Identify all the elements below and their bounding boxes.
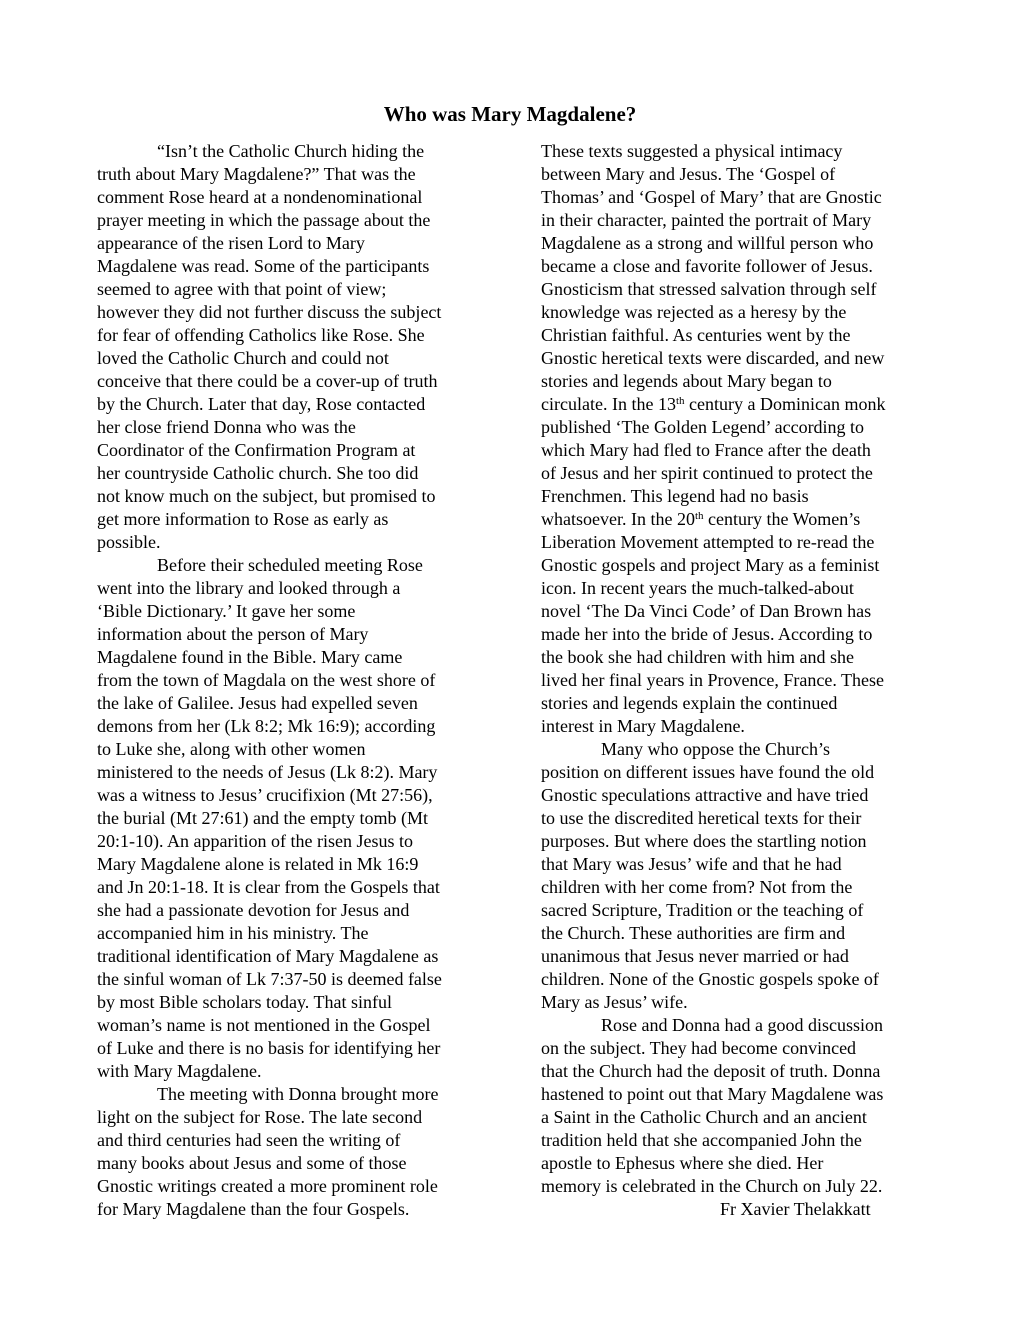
text-line: information about the person of Mary — [97, 624, 369, 644]
text-line: interest in Mary Magdalene. — [541, 716, 745, 736]
text-line: published ‘The Golden Legend’ according to — [541, 417, 865, 437]
text-line: comment Rose heard at a nondenominational — [97, 187, 423, 207]
text-line: with Mary Magdalene. — [97, 1061, 262, 1081]
text-line: Mary Magdalene alone is related in Mk 16:9 — [97, 854, 419, 874]
left-column — [97, 140, 497, 1221]
text-line: that the Church had the deposit of truth. Donna — [541, 1061, 881, 1081]
text-line: Christian faithful. As centuries went by the — [541, 325, 851, 345]
text-line: knowledge was rejected as a heresy by the — [541, 302, 847, 322]
text-line: Many who oppose the Church’s — [601, 739, 830, 759]
text-line: on the subject. They had become convinced — [541, 1038, 857, 1058]
text-line: ‘Bible Dictionary.’ It gave her some — [97, 601, 356, 621]
text-line: the book she had children with him and she — [541, 647, 854, 667]
text-line: loved the Catholic Church and could not — [97, 348, 389, 368]
text-line: the lake of Galilee. Jesus had expelled seven — [97, 693, 418, 713]
text-line: children. None of the Gnostic gospels spoke of — [541, 969, 879, 989]
text-line: demons from her (Lk 8:2; Mk 16:9); according — [97, 716, 436, 736]
text-line: to use the discredited heretical texts for their — [541, 808, 862, 828]
ordinal-superscript: th — [694, 510, 704, 522]
text-line: went into the library and looked through a — [97, 578, 401, 598]
text-line: lived her final years in Provence, France. These — [541, 670, 885, 690]
text-line: tradition held that she accompanied John the — [541, 1130, 862, 1150]
text-line: of Jesus and her spirit continued to protect the — [541, 463, 873, 483]
text-line: by most Bible scholars today. That sinful — [97, 992, 392, 1012]
text-line: Rose and Donna had a good discussion — [601, 1015, 883, 1035]
text-line: Gnostic heretical texts were discarded, and new — [541, 348, 885, 368]
text-line: stories and legends about Mary began to — [541, 371, 832, 391]
text-line: of Luke and there is no basis for identifying her — [97, 1038, 441, 1058]
text-line: she had a passionate devotion for Jesus and — [97, 900, 410, 920]
text-line: Before their scheduled meeting Rose — [157, 555, 423, 575]
page-title: Who was Mary Magdalene? — [383, 102, 637, 127]
text-line: Gnostic writings created a more prominent role — [97, 1176, 438, 1196]
text-line: which Mary had fled to France after the death — [541, 440, 871, 460]
text-line: seemed to agree with that point of view; — [97, 279, 387, 299]
left-paragraph — [97, 1083, 497, 1221]
text-line: and third centuries had seen the writing of — [97, 1130, 401, 1150]
text-line: light on the subject for Rose. The late second — [97, 1107, 423, 1127]
text-line: for fear of offending Catholics like Rose. She — [97, 325, 425, 345]
text-line: Gnosticism that stressed salvation through self — [541, 279, 877, 299]
text-line: for Mary Magdalene than the four Gospels. — [97, 1199, 410, 1219]
text-line: truth about Mary Magdalene?” That was the — [97, 164, 416, 184]
text-line: a Saint in the Catholic Church and an ancient — [541, 1107, 867, 1127]
text-line: purposes. But where does the startling notion — [541, 831, 867, 851]
text-line: The meeting with Donna brought more — [157, 1084, 439, 1104]
text-line: Liberation Movement attempted to re-read the — [541, 532, 875, 552]
text-line: Magdalene was read. Some of the participants — [97, 256, 430, 276]
text-line: from the town of Magdala on the west shore of — [97, 670, 436, 690]
text-line: the sinful woman of Lk 7:37-50 is deemed false — [97, 969, 442, 989]
text-line: prayer meeting in which the passage about the — [97, 210, 431, 230]
text-line: novel ‘The Da Vinci Code’ of Dan Brown has — [541, 601, 872, 621]
text-line: These texts suggested a physical intimacy — [541, 141, 843, 161]
text-line: hastened to point out that Mary Magdalene was — [541, 1084, 884, 1104]
text-line: to Luke she, along with other women — [97, 739, 366, 759]
text-line: sacred Scripture, Tradition or the teaching of — [541, 900, 864, 920]
text-line: and Jn 20:1-18. It is clear from the Gospels that — [97, 877, 440, 897]
text-line: her countryside Catholic church. She too did — [97, 463, 419, 483]
text-line: Magdalene found in the Bible. Mary came — [97, 647, 403, 667]
text-line: by the Church. Later that day, Rose contacted — [97, 394, 426, 414]
text-line: traditional identification of Mary Magdalene as — [97, 946, 439, 966]
text-line: position on different issues have found the old — [541, 762, 875, 782]
text-line: Frenchmen. This legend had no basis — [541, 486, 809, 506]
text-line: appearance of the risen Lord to Mary — [97, 233, 365, 253]
text-line: circulate. In the 13th century a Dominican monk — [541, 394, 886, 414]
text-line: made her into the bride of Jesus. According to — [541, 624, 873, 644]
text-line: Mary as Jesus’ wife. — [541, 992, 688, 1012]
text-line: possible. — [97, 532, 161, 552]
text-line: between Mary and Jesus. The ‘Gospel of — [541, 164, 836, 184]
left-paragraph — [97, 554, 497, 1083]
text-line: that Mary was Jesus’ wife and that he had — [541, 854, 842, 874]
text-line: many books about Jesus and some of those — [97, 1153, 407, 1173]
right-paragraph — [541, 738, 941, 1014]
text-line: unanimous that Jesus never married or had — [541, 946, 849, 966]
text-line: whatsoever. In the 20th century the Women’s — [541, 509, 861, 529]
left-paragraph — [97, 140, 497, 554]
text-line: Gnostic gospels and project Mary as a feminist — [541, 555, 880, 575]
text-line: the Church. These authorities are firm and — [541, 923, 846, 943]
text-line: Thomas’ and ‘Gospel of Mary’ that are Gnostic — [541, 187, 882, 207]
text-line: the burial (Mt 27:61) and the empty tomb (Mt — [97, 808, 428, 828]
ordinal-superscript: th — [675, 395, 685, 407]
text-line: however they did not further discuss the subject — [97, 302, 442, 322]
right-paragraph — [541, 140, 941, 738]
text-line: stories and legends explain the continued — [541, 693, 838, 713]
text-line: was a witness to Jesus’ crucifixion (Mt 27:56), — [97, 785, 433, 805]
right-column-paragraphs — [541, 140, 941, 1198]
text-line: Magdalene as a strong and willful person who — [541, 233, 874, 253]
author-signature: Fr Xavier Thelakkatt — [720, 1199, 871, 1219]
text-line: children with her come from? Not from the — [541, 877, 853, 897]
right-column — [541, 140, 941, 1221]
text-line: became a close and favorite follower of Jesus. — [541, 256, 873, 276]
text-line: accompanied him in his ministry. The — [97, 923, 369, 943]
text-line: Coordinator of the Confirmation Program at — [97, 440, 416, 460]
text-line: conceive that there could be a cover-up of truth — [97, 371, 438, 391]
text-line: woman’s name is not mentioned in the Gospel — [97, 1015, 431, 1035]
text-line: icon. In recent years the much-talked-about — [541, 578, 854, 598]
text-line: in their character, painted the portrait of Mary — [541, 210, 872, 230]
text-line: 20:1-10). An apparition of the risen Jesus to — [97, 831, 413, 851]
text-line: apostle to Ephesus where she died. Her — [541, 1153, 824, 1173]
text-line: get more information to Rose as early as — [97, 509, 389, 529]
text-line: “Isn’t the Catholic Church hiding the — [157, 141, 425, 161]
text-line: not know much on the subject, but promised to — [97, 486, 436, 506]
text-line: her close friend Donna who was the — [97, 417, 356, 437]
text-line: Gnostic speculations attractive and have tried — [541, 785, 869, 805]
right-paragraph — [541, 1014, 941, 1198]
text-line: memory is celebrated in the Church on July 22. — [541, 1176, 883, 1196]
text-line: ministered to the needs of Jesus (Lk 8:2). Mary — [97, 762, 438, 782]
